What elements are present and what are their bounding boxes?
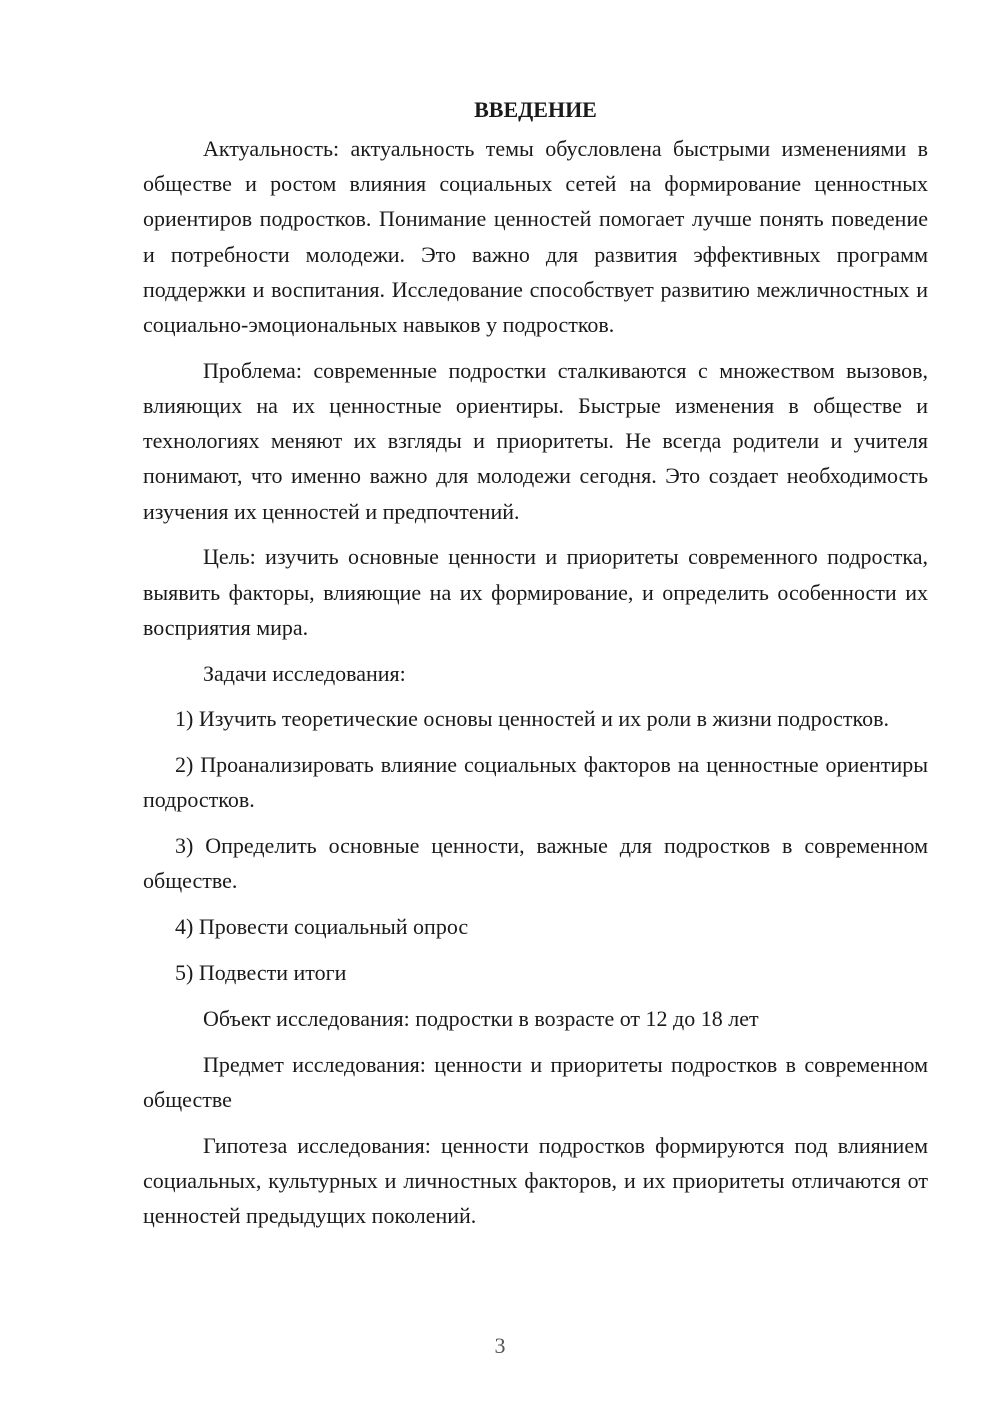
subject-paragraph: Предмет исследования: ценности и приоритеты подростков в современном обществе [143, 1051, 928, 1112]
task-item: 5) Подвести итоги [175, 960, 347, 986]
task-item: 2) Проанализировать влияние социальных факторов на ценностные ориентиры подростков. [143, 752, 928, 813]
object-paragraph: Объект исследования: подростки в возрасте от 12 до 18 лет [203, 1005, 759, 1031]
task-item: 4) Провести социальный опрос [175, 914, 469, 940]
page-number: 3 [494, 1333, 506, 1358]
tasks-heading: Задачи исследования: [203, 660, 406, 686]
problem-paragraph: Проблема: современные подростки сталкиваются с множеством вызовов, влияющих на их ценностные ориентиры. Быстрые изменения в обществе и технологиях меняют их взгляды и приоритеты. Не всегда родители и учителя понимают, что именно важно для молодежи сегодня. Это создает необходимость изучения их ценностей и предпочтений. [143, 357, 928, 524]
page-title: ВВЕДЕНИЕ [474, 97, 597, 122]
tasks-list [143, 701, 928, 990]
hypothesis-paragraph: Гипотеза исследования: ценности подростков формируются под влиянием социальных, культурных и личностных факторов, и их приоритеты отличаются от ценностей предыдущих поколений. [143, 1132, 928, 1229]
goal-paragraph: Цель: изучить основные ценности и приоритеты современного подростка, выявить факторы, влияющие на их формирование, и определить особенности их восприятия мира. [143, 544, 928, 640]
task-item: 1) Изучить теоретические основы ценностей и их роли в жизни подростков. [175, 706, 889, 732]
relevance-paragraph: Актуальность: актуальность темы обусловлена быстрыми изменениями в обществе и ростом влияния социальных сетей на формирование ценностных ориентиров подростков. Понимание ценностей помогает лучше понять поведение и потребности молодежи. Это важно для развития эффективных программ поддержки и воспитания. Исследование способствует развитию межличностных и социально-эмоциональных навыков у подростков. [143, 136, 928, 338]
document-page [143, 92, 928, 1233]
task-item: 3) Определить основные ценности, важные для подростков в современном обществе. [143, 833, 928, 894]
